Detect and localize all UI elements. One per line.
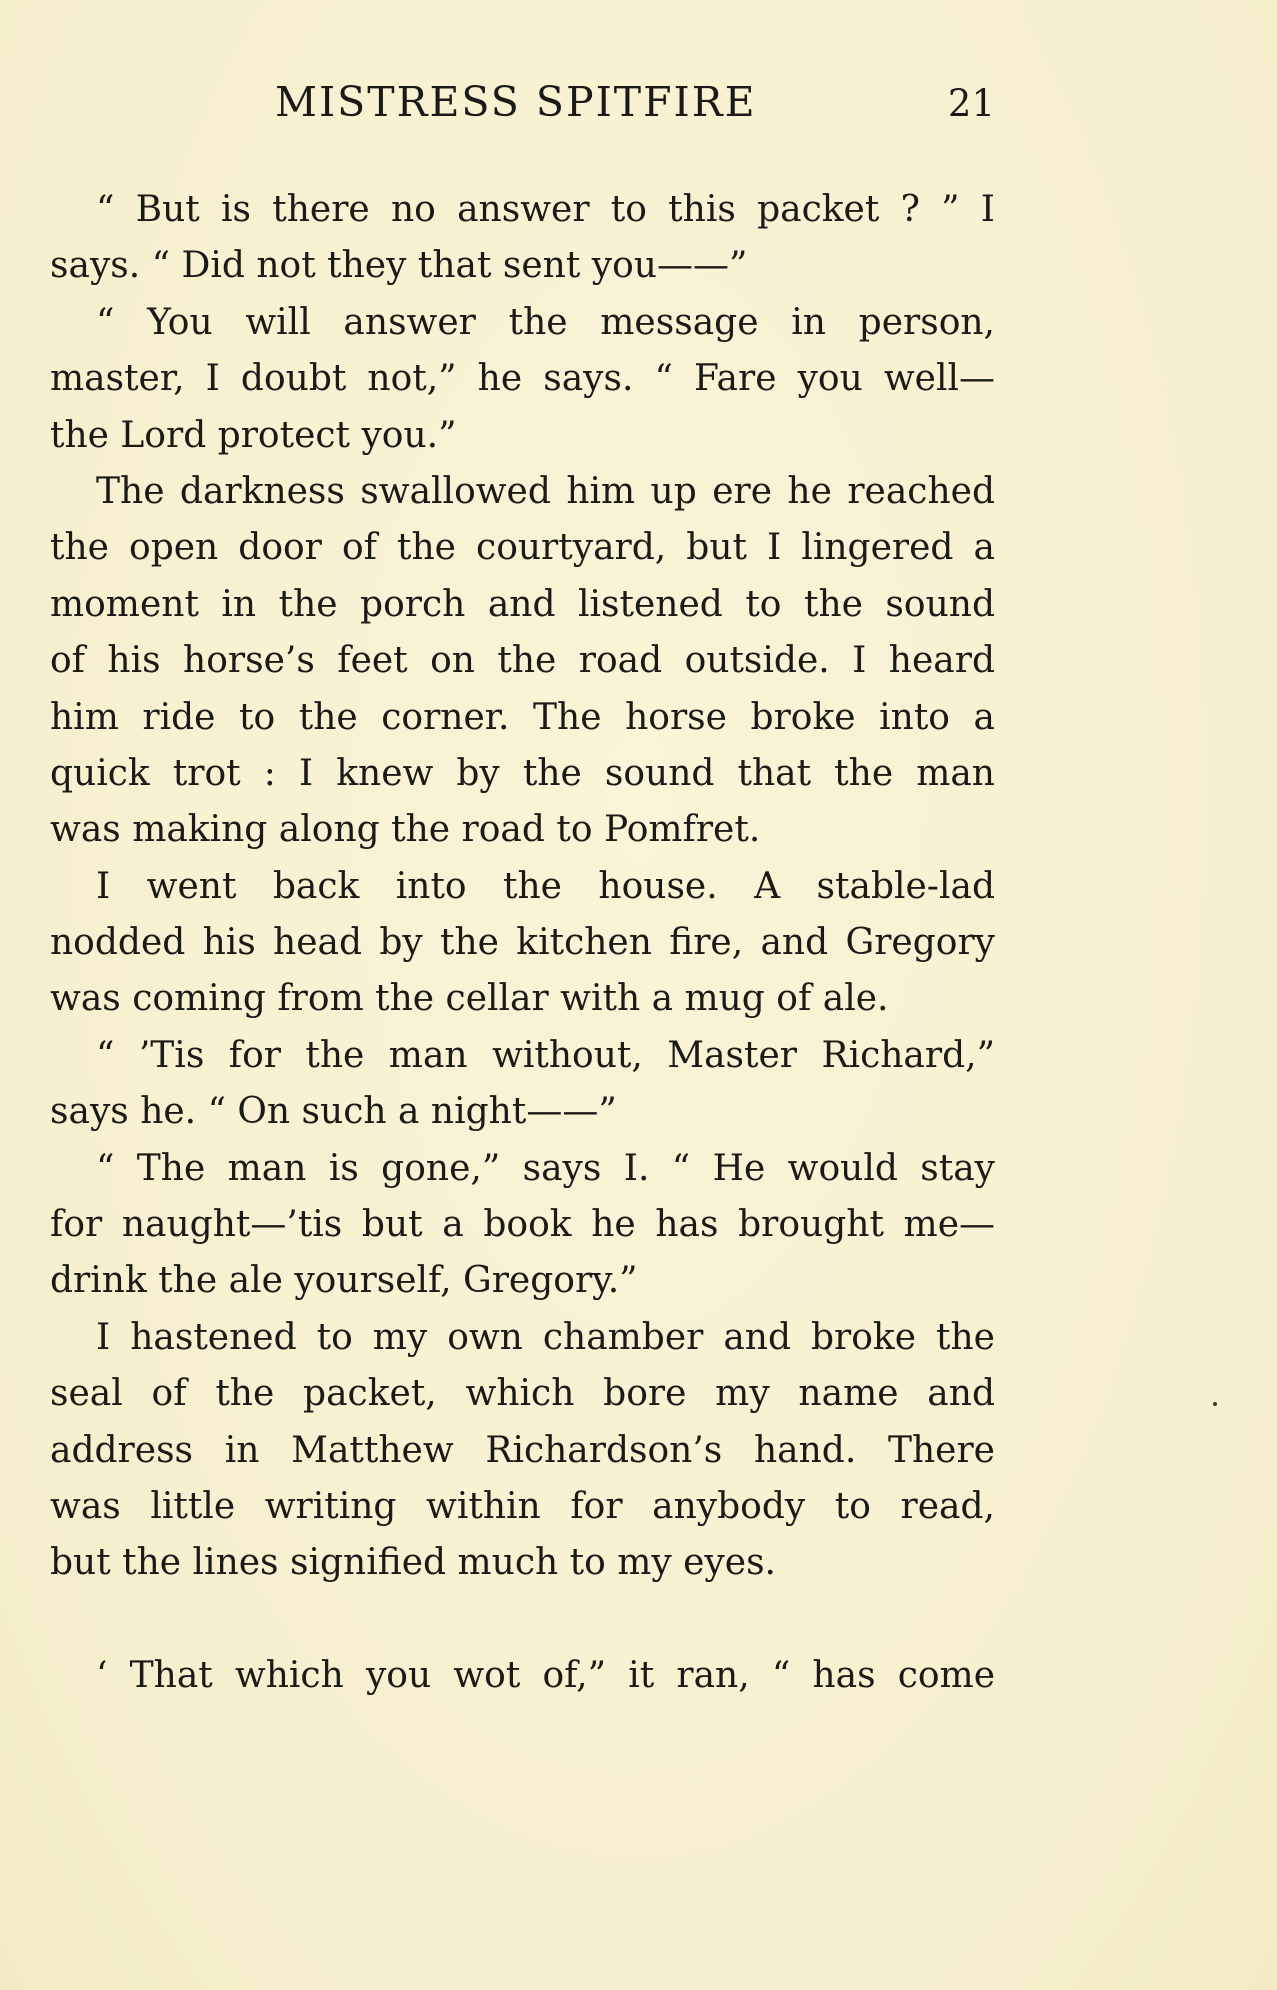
text-line: drink the ale yourself, Gregory.” <box>50 1260 638 1302</box>
text-line: of his horse’s feet on the road outside. I heard <box>50 640 995 682</box>
text-line: “ The man is gone,” says I. “ He would stay <box>96 1147 995 1189</box>
text-line: “ ’Tis for the man without, Master Richard,” <box>96 1034 995 1076</box>
ink-speck <box>1213 1402 1217 1406</box>
text-line: I hastened to my own chamber and broke the <box>96 1316 995 1358</box>
section-gap <box>50 1592 995 1648</box>
text-line: “ You will answer the message in person, <box>96 301 995 343</box>
text-line: the open door of the courtyard, but I lingered a <box>50 527 995 569</box>
text-line: nodded his head by the kitchen fire, and Gregory <box>50 922 995 964</box>
text-line: for naught—’tis but a book he has brought me— <box>50 1204 995 1246</box>
text-line: was little writing within for anybody to read, <box>50 1485 995 1527</box>
running-head <box>50 78 995 128</box>
text-line: him ride to the corner. The horse broke into a <box>50 696 995 738</box>
text-line: quick trot : I knew by the sound that the man <box>50 752 995 794</box>
text-line: “ But is there no answer to this packet ? ” I <box>96 189 995 230</box>
text-line: The darkness swallowed him up ere he reached <box>96 470 995 512</box>
text-line: the Lord protect you.” <box>50 414 457 456</box>
text-line: ‘ That which you wot of,” it ran, “ has come <box>96 1654 995 1696</box>
running-title: MISTRESS SPITFIRE <box>275 78 757 126</box>
text-line: but the lines signified much to my eyes. <box>50 1542 776 1584</box>
text-line: was coming from the cellar with a mug of ale. <box>50 978 889 1020</box>
page-number: 21 <box>947 82 995 125</box>
body-text <box>50 182 995 1704</box>
text-line: address in Matthew Richardson’s hand. There <box>50 1429 995 1471</box>
text-line: says he. “ On such a night——” <box>50 1091 617 1133</box>
text-line: master, I doubt not,” he says. “ Fare you well— <box>50 358 995 400</box>
text-line: I went back into the house. A stable-lad <box>96 865 995 907</box>
text-line: says. “ Did not they that sent you——” <box>50 245 748 287</box>
text-line: was making along the road to Pomfret. <box>50 809 761 851</box>
text-line: moment in the porch and listened to the sound <box>50 583 995 625</box>
text-line: seal of the packet, which bore my name and <box>50 1373 995 1415</box>
